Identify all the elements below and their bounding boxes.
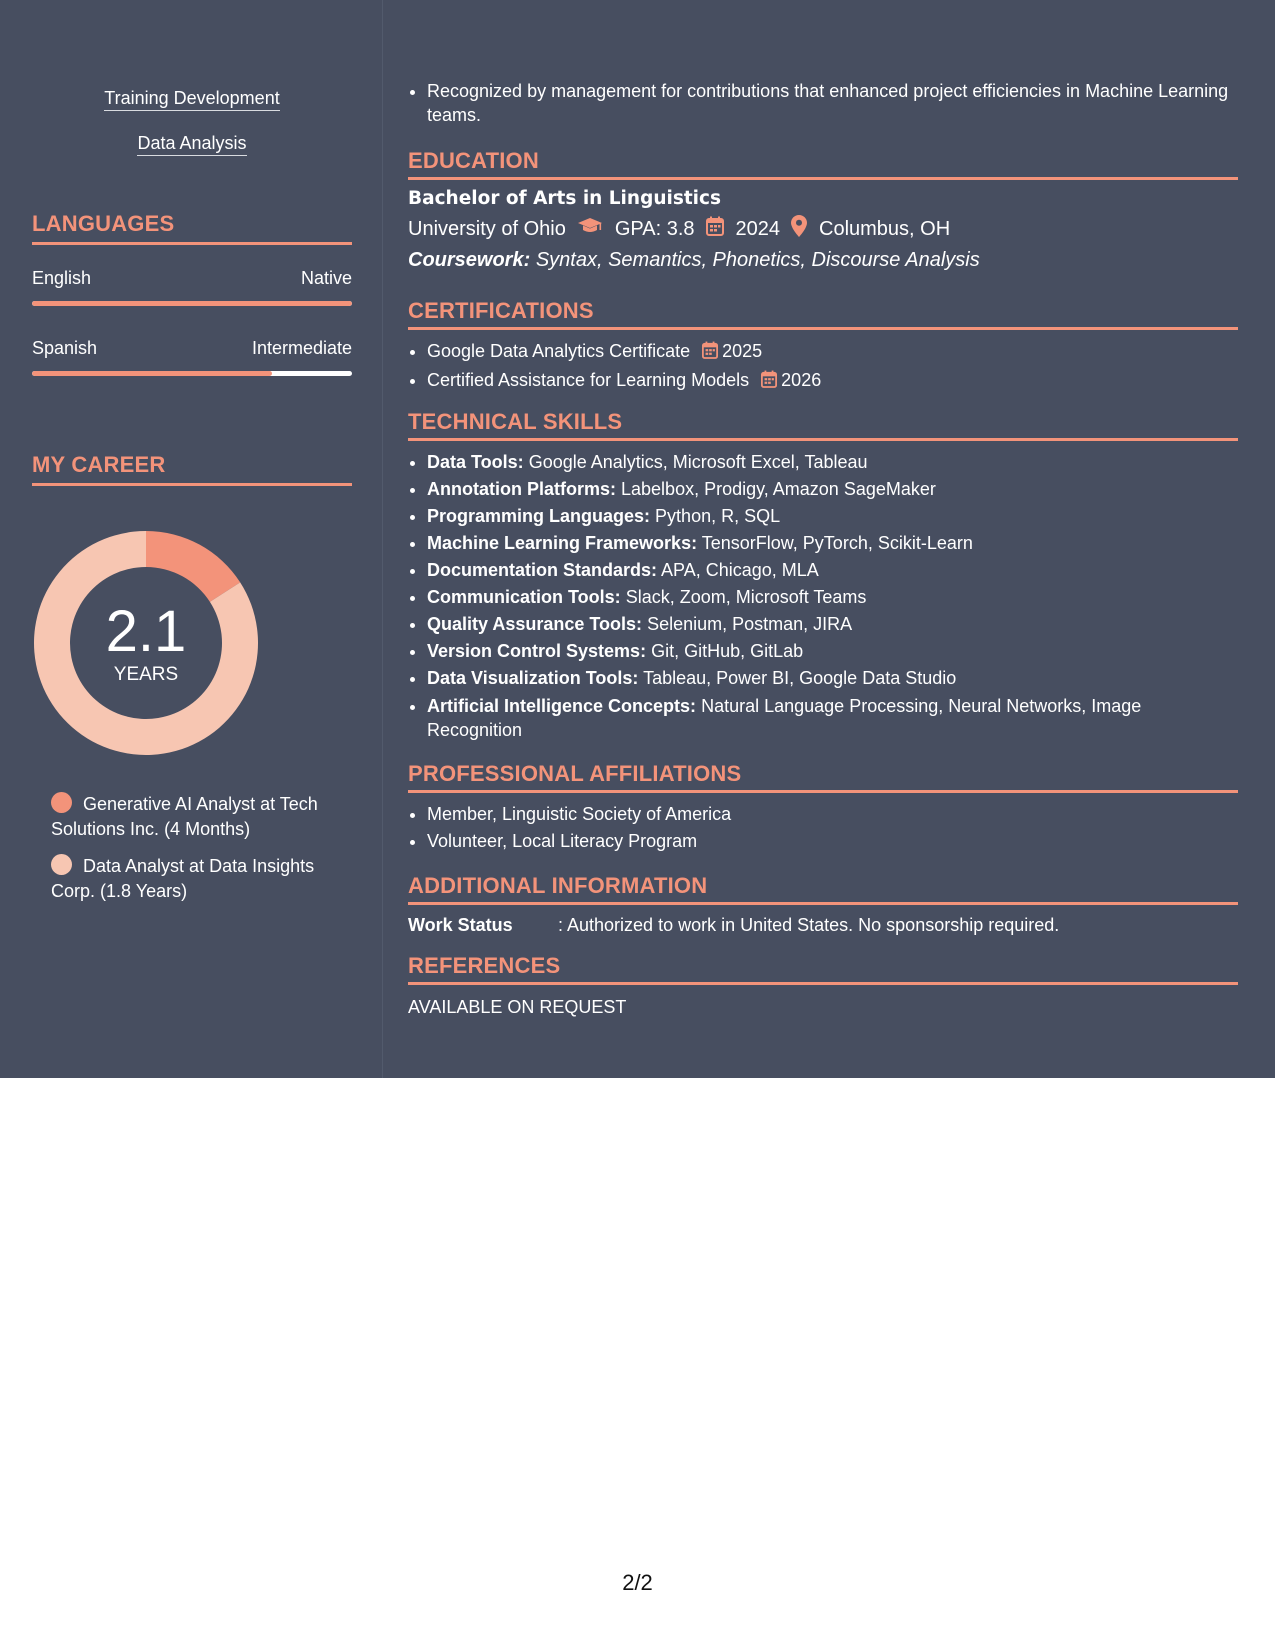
section-title-education: EDUCATION (408, 148, 539, 173)
section-rule (408, 438, 1238, 441)
career-legend-item (51, 792, 341, 842)
section-rule (408, 177, 1238, 180)
section-title-technical-skills: TECHNICAL SKILLS (408, 409, 623, 434)
section-title-languages: LANGUAGES (32, 211, 175, 236)
calendar-icon (761, 369, 777, 396)
coursework-list: Syntax, Semantics, Phonetics, Discourse Analysis (535, 249, 980, 271)
skill-item: • Annotation Platforms: Labelbox, Prodigy, Amazon SageMaker (427, 476, 1238, 503)
skills-list (408, 449, 1238, 742)
career-section (32, 452, 352, 486)
language-level: Native (300, 268, 352, 288)
affiliation-item: • Volunteer, Local Literacy Program (427, 828, 1238, 855)
intro-bullets (408, 79, 1238, 127)
work-status-label: Work Status (408, 915, 513, 935)
language-bar (32, 301, 352, 306)
section-rule (408, 902, 1238, 905)
skill-item: • Documentation Standards: APA, Chicago, MLA (427, 557, 1238, 584)
skill-item: • Quality Assurance Tools: Selenium, Postman, JIRA (427, 611, 1238, 638)
skill-item: • Machine Learning Frameworks: TensorFlow, PyTorch, Scikit-Learn (427, 530, 1238, 557)
affiliation-item: • Member, Linguistic Society of America (427, 801, 1238, 828)
language-level: Intermediate (251, 338, 352, 358)
section-title-additional-info: ADDITIONAL INFORMATION (408, 873, 708, 898)
language-name: Spanish (32, 338, 98, 358)
column-divider (382, 0, 383, 1078)
career-total-unit: YEARS (113, 664, 179, 685)
language-name: English (32, 268, 92, 288)
section-title-references: REFERENCES (408, 953, 561, 978)
coursework-label: Coursework: (408, 249, 531, 271)
skill-item: • Programming Languages: Python, R, SQL (427, 503, 1238, 530)
page-number: 2/2 (622, 1570, 653, 1595)
language-bar-fill (32, 301, 352, 306)
skill-item: • Data Tools: Google Analytics, Microsoft Excel, Tableau (427, 449, 1238, 476)
certification-item: • Certified Assistance for Learning Models 2026 (427, 367, 1238, 396)
calendar-icon (702, 340, 718, 367)
certifications-section (408, 298, 1238, 396)
certification-item: • Google Data Analytics Certificate 2025 (427, 338, 1238, 367)
skill-item: • Artificial Intelligence Concepts: Natural Language Processing, Neural Networks, Image Recognition (427, 692, 1238, 742)
section-rule (408, 790, 1238, 793)
education-degree: Bachelor of Arts in Linguistics (408, 188, 722, 209)
references-text: AVAILABLE ON REQUEST (408, 997, 627, 1017)
education-school: University of Ohio (408, 217, 566, 240)
education-section (408, 148, 1238, 272)
section-title-certifications: CERTIFICATIONS (408, 298, 594, 323)
section-rule (32, 242, 352, 245)
map-pin-icon (791, 215, 807, 243)
education-gpa: GPA: 3.8 (614, 217, 695, 240)
work-status-value: : Authorized to work in United States. No sponsorship required. (558, 915, 1060, 935)
skill-link-data-analysis[interactable]: Data Analysis (32, 133, 352, 154)
education-coursework (408, 249, 1238, 272)
language-bar (32, 371, 352, 376)
graduation-cap-icon (577, 217, 603, 241)
certification-year: 2026 (781, 370, 822, 390)
career-legend-label: Generative AI Analyst at Tech Solutions Inc. (4 Months) (51, 794, 318, 839)
affiliations-section (408, 761, 1238, 855)
references-section (408, 953, 1238, 1018)
education-location: Columbus, OH (819, 217, 951, 240)
section-title-affiliations: PROFESSIONAL AFFILIATIONS (408, 761, 742, 786)
achievement-bullet: • Recognized by management for contributions that enhanced project efficiencies in Machine Learning teams. (427, 79, 1238, 127)
section-rule (408, 327, 1238, 330)
languages-section (32, 211, 352, 245)
legend-dot (51, 854, 72, 875)
education-year: 2024 (735, 217, 781, 240)
additional-info-section (408, 873, 1238, 936)
section-rule (408, 982, 1238, 985)
calendar-icon (706, 216, 724, 242)
career-total-years: 2.1 (105, 599, 187, 664)
skill-link-training-development[interactable]: Training Development (32, 88, 352, 109)
skill-item: • Data Visualization Tools: Tableau, Power BI, Google Data Studio (427, 665, 1238, 692)
education-details (408, 215, 1238, 243)
work-status-row (408, 915, 1238, 936)
skill-item: • Communication Tools: Slack, Zoom, Microsoft Teams (427, 584, 1238, 611)
career-donut-chart (34, 531, 258, 755)
certification-year: 2025 (722, 341, 763, 361)
language-bar-fill (32, 371, 272, 376)
section-title-career: MY CAREER (32, 452, 166, 477)
technical-skills-section (408, 409, 1238, 742)
skill-item: • Version Control Systems: Git, GitHub, GitLab (427, 638, 1238, 665)
career-legend-item (51, 854, 341, 904)
section-rule (32, 483, 352, 486)
legend-dot (51, 792, 72, 813)
career-legend-label: Data Analyst at Data Insights Corp. (1.8 Years) (51, 856, 315, 901)
